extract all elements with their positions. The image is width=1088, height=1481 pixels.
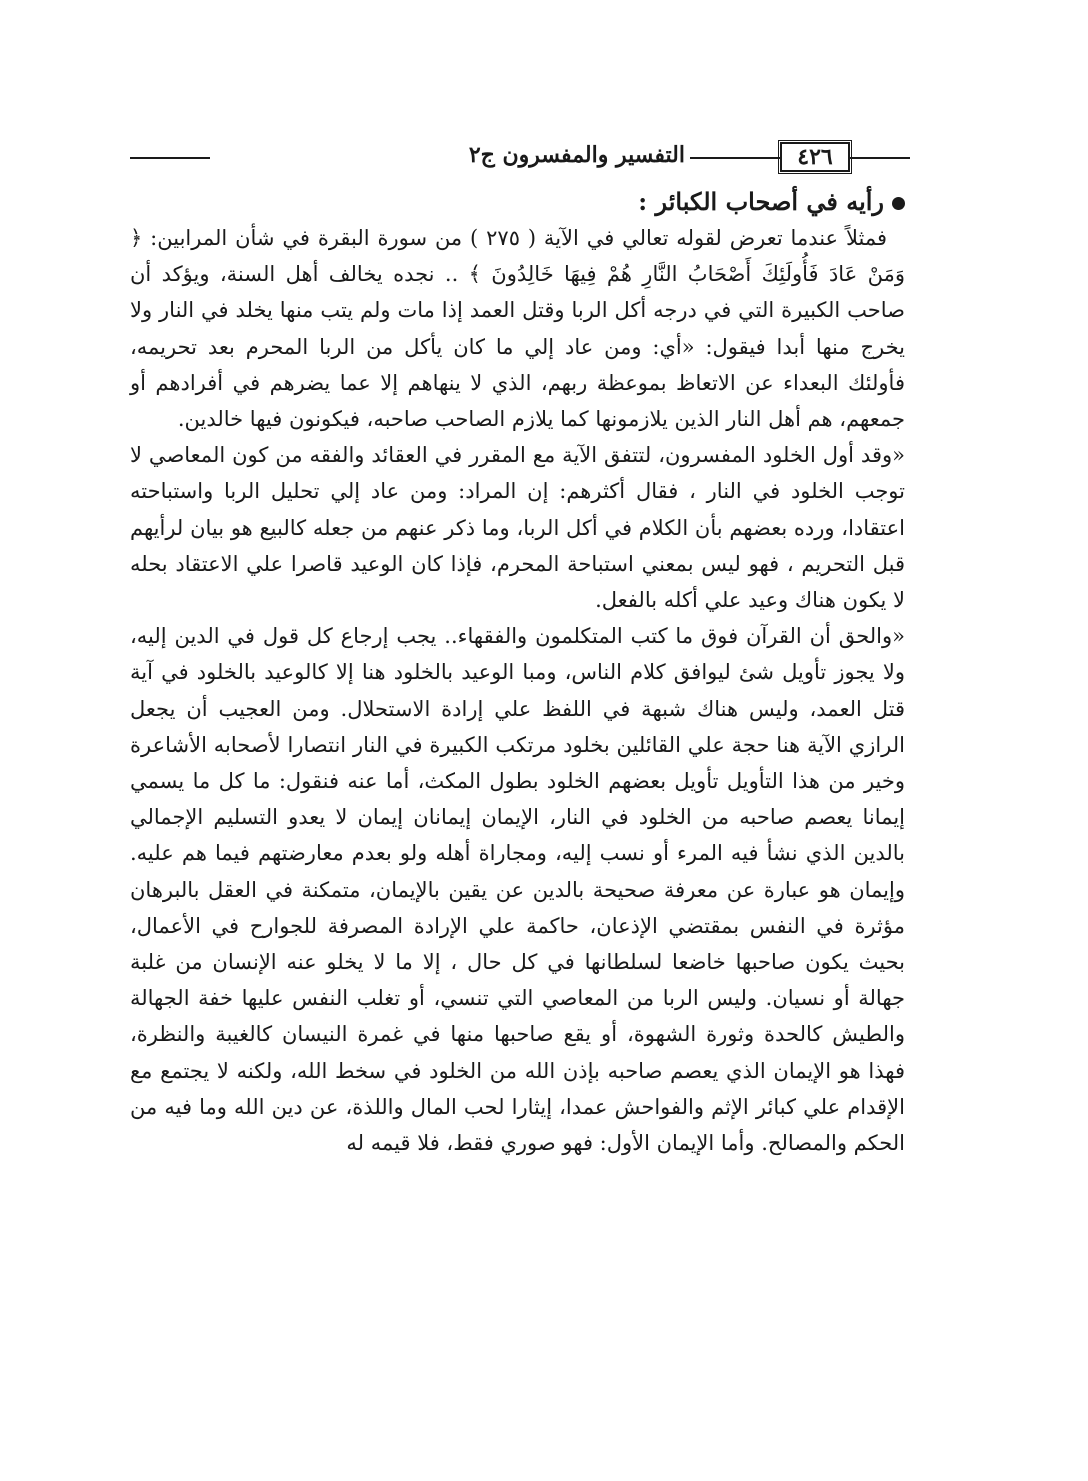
book-title: التفسير والمفسرون ج٢ — [468, 142, 685, 168]
paragraph: فمثلاً عندما تعرض لقوله تعالي في الآية ( ٢٧٥ ) من سورة البقرة في شأن المرابين: ﴿ وَمَنْ عَادَ فَأُولَئِكَ أَصْحَابُ النَّارِ هُمْ فِيهَا خَالِدُونَ ﴾ .. نجده يخالف أهل السنة، ويؤكد أن صاحب الكبيرة التي في درجه أكل الربا وقتل العمد إذا مات ولم يتب منها يخلد في النار ولا يخرج منها أبدا فيقول: «أي: ومن عاد إلي ما كان يأكل من الربا المحرم بعد تحريمه، فأولئك البعداء عن الاتعاظ بموعظة ربهم، الذي لا ينهاهم إلا عما يضرهم في أفرادهم أو جمعهم، هم أهل النار الذين يلازمونها كما يلازم الصاحب صاحبه، فيكونون فيها خالدين. — [130, 226, 905, 432]
header-rule — [690, 157, 780, 159]
header-rule — [850, 157, 910, 159]
bullet-icon — [892, 197, 905, 210]
page-number-text: ٤٢٦ — [797, 144, 833, 170]
section-heading-text: رأيه في أصحاب الكبائر : — [638, 187, 884, 216]
header-rule — [130, 157, 210, 159]
paragraph: «والحق أن القرآن فوق ما كتب المتكلمون والفقهاء.. يجب إرجاع كل قول في الدين إليه، ولا يجوز تأويل شئ ليوافق كلام الناس، ومبا الوعيد بالخلود هنا إلا كالوعيد بالخلود في آية قتل العمد، وليس هناك شبهة في اللفظ علي إرادة الاستحلال. ومن العجيب أن يجعل الرازي الآية هنا حجة علي القائلين بخلود مرتكب الكبيرة في النار انتصارا لأصحابه الأشاعرة وخير من هذا التأويل تأويل بعضهم الخلود بطول المكث، أما عنه فنقول: ما كل ما يسمي إيمانا يعصم صاحبه من الخلود في النار، الإيمان إيمانان إيمان لا يعدو التسليم الإجمالي بالدين الذي نشأ فيه المرء أو نسب إليه، ومجاراة أهله ولو بعدم معارضتهم فيما هم عليه. وإيمان هو عبارة عن معرفة صحيحة بالدين عن يقين بالإيمان، متمكنة في العقل بالبرهان مؤثرة في النفس بمقتضي الإذعان، حاكمة علي الإرادة المصرفة للجوارح في الأعمال، بحيث يكون صاحبها خاضعا لسلطانها في كل حال ، إلا ما لا يخلو عنه الإنسان من غلبة جهالة أو نسيان. وليس الربا من المعاصي التي تنسي، أو تغلب النفس عليها خفة الجهالة والطيش كالحدة وثورة الشهوة، أو يقع صاحبها منها في غمرة النيسان كالغيبة والنظرة، فهذا هو الإيمان الذي يعصم صاحبه بإذن الله من الخلود في سخط الله، ولكنه لا يجتمع مع الإقدام علي كبائر الإثم والفواحش عمدا، إيثارا لحب المال واللذة، عن دين الله وما فيه من الحكم والمصالح. وأما الإيمان الأول: فهو صوري فقط، فلا قيمه له — [130, 624, 905, 1156]
page-body — [130, 184, 905, 1161]
section-heading — [130, 184, 905, 220]
page-number — [780, 142, 850, 172]
paragraph: «وقد أول الخلود المفسرون، لتتفق الآية مع المقرر في العقائد والفقه من كون المعاصي لا توجب الخلود في النار ، فقال أكثرهم: إن المراد: ومن عاد إلي تحليل الربا واستباحته اعتقادا، ورده بعضهم بأن الكلام في أكل الربا، وما ذكر عنهم من جعله كالبيع هو بيان لرأيهم قبل التحريم ، فهو ليس بمعني استباحة المحرم، فإذا كان الوعيد قاصرا علي الاعتقاد بحله لا يكون هناك وعيد علي أكله بالفعل. — [130, 443, 905, 613]
page-header — [130, 140, 910, 180]
